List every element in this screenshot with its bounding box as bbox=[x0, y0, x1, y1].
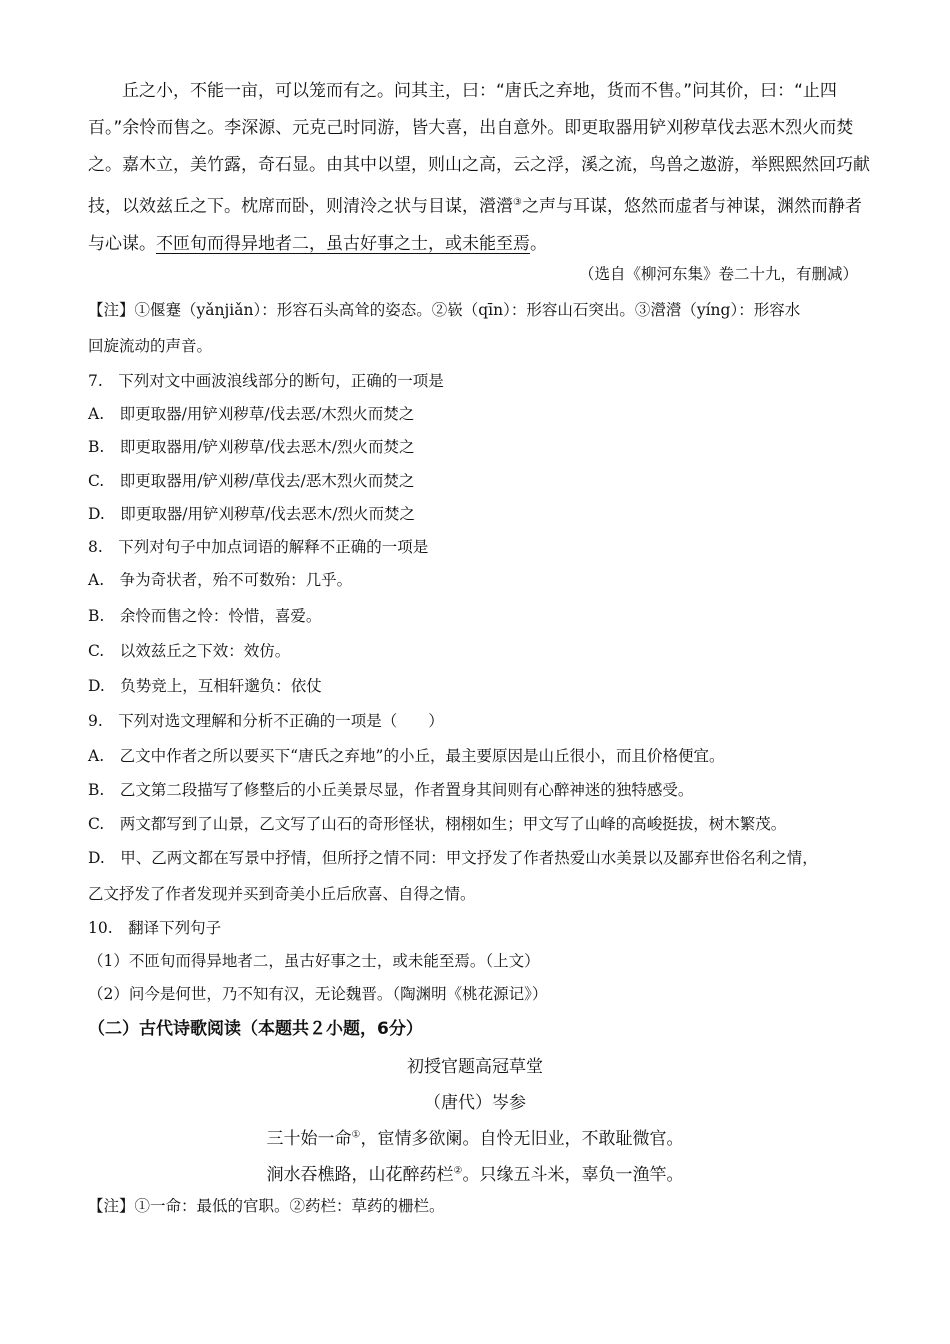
poem-author: （唐代）岑参 bbox=[424, 1093, 526, 1113]
poem-text: 。只缘五斗米，辜负一渔竿。 bbox=[462, 1165, 684, 1185]
poem-line bbox=[0, 1124, 950, 1149]
question-option: C. 即更取器用/铲刈秽/草伐去/恶木烈火而焚之 bbox=[88, 472, 415, 490]
note-line: 【注】①偃蹇（yǎnjiǎn）：形容石头高耸的姿态。②嵚（qīn）：形容山石突出。③瀯瀯（yíng）：形容水 bbox=[88, 301, 801, 319]
poem-text: 涧水吞樵路，山花醉药栏 bbox=[266, 1165, 454, 1185]
passage-paragraph bbox=[88, 73, 862, 110]
poem-text: 三十始一命 bbox=[266, 1129, 352, 1149]
source-citation: （选自《柳河东集》卷二十九，有删减） bbox=[578, 265, 858, 283]
question-option: （1）不匝旬而得异地者二，虽古好事之士，或未能至焉。（上文） bbox=[88, 952, 540, 970]
question-option: A. 乙文中作者之所以要买下“唐氏之弃地”的小丘，最主要原因是山丘很小，而且价格便宜。 bbox=[88, 747, 725, 765]
question-option: C. 两文都写到了山景，乙文写了山石的奇形怪状，栩栩如生；甲文写了山峰的高峻挺拔，树木繁茂。 bbox=[88, 815, 787, 833]
passage-line bbox=[88, 184, 862, 226]
passage-line bbox=[88, 226, 862, 263]
passage-paragraph-cont bbox=[88, 110, 870, 263]
passage-line: 百。”余怜而售之。李深源、元克己时同游，皆大喜，出自意外。即更取器用铲刈秽草伐去恶木烈火而焚 bbox=[88, 118, 854, 138]
passage-text: 之声与耳谋，悠然而虚者与神谋，渊然而静者 bbox=[521, 196, 862, 217]
passage-text: 技，以效兹丘之下。枕席而卧，则清泠之状与目谋，瀯瀯 bbox=[88, 196, 513, 217]
note-line: 回旋流动的声音。 bbox=[88, 337, 213, 355]
question-stem: 9. 下列对选文理解和分析不正确的一项是（ ） bbox=[88, 712, 444, 730]
question-stem: 7. 下列对文中画波浪线部分的断句，正确的一项是 bbox=[88, 372, 444, 390]
footnote-marker: ① bbox=[351, 1129, 361, 1141]
question-option: B. 即更取器用/铲刈秽草/伐去恶木/烈火而焚之 bbox=[88, 438, 415, 456]
passage-line: 丘之小，不能一亩，可以笼而有之。问其主，曰：“唐氏之弃地，货而不售。”问其价，曰：“止四 bbox=[122, 81, 837, 101]
underlined-sentence: 不匝旬而得异地者二，虽古好事之士，或未能至焉 bbox=[156, 233, 530, 254]
question-option-cont: 乙文抒发了作者发现并买到奇美小丘后欣喜、自得之情。 bbox=[88, 885, 476, 903]
question-option: A. 争为奇状者，殆不可数殆：几乎。 bbox=[88, 571, 353, 589]
question-stem: 10. 翻译下列句子 bbox=[88, 919, 222, 937]
question-option: D. 即更取器/用铲刈秽草/伐去恶木/烈火而焚之 bbox=[88, 505, 415, 523]
question-option: B. 余怜而售之怜：怜惜，喜爱。 bbox=[88, 607, 322, 625]
section-heading: （二）古代诗歌阅读（本题共２小题，6分） bbox=[88, 1019, 423, 1039]
question-option: D. 甲、乙两文都在写景中抒情，但所抒之情不同：甲文抒发了作者热爱山水美景以及鄙弃世俗名利之情， bbox=[88, 849, 818, 867]
passage-text: 与心谋。 bbox=[88, 233, 156, 254]
question-option: A. 即更取器/用铲刈秽草/伐去恶/木烈火而焚之 bbox=[88, 405, 415, 423]
question-option: C. 以效兹丘之下效：效仿。 bbox=[88, 642, 291, 660]
question-option: B. 乙文第二段描写了修整后的小丘美景尽显，作者置身其间则有心醉神迷的独特感受。 bbox=[88, 781, 694, 799]
question-stem: 8. 下列对句子中加点词语的解释不正确的一项是 bbox=[88, 538, 429, 556]
passage-text: 。 bbox=[530, 233, 547, 254]
poem-note: 【注】①一命：最低的官职。②药栏：草药的栅栏。 bbox=[88, 1197, 445, 1215]
question-option: （2）问今是何世，乃不知有汉，无论魏晋。（陶渊明《桃花源记》） bbox=[88, 985, 548, 1003]
poem-line bbox=[0, 1160, 950, 1185]
poem-text: ，宦情多欲阑。自怜无旧业，不敢耻微官。 bbox=[360, 1129, 684, 1149]
footnote-marker: ② bbox=[453, 1165, 463, 1177]
footnote-marker: ③ bbox=[513, 197, 522, 208]
question-option: D. 负势竞上，互相轩邈负：依仗 bbox=[88, 677, 322, 695]
passage-line: 之。嘉木立，美竹露，奇石显。由其中以望，则山之高，云之浮，溪之流，鸟兽之遨游，举熙熙然回巧献 bbox=[88, 155, 870, 175]
poem-title: 初授官题高冠草堂 bbox=[407, 1057, 543, 1077]
